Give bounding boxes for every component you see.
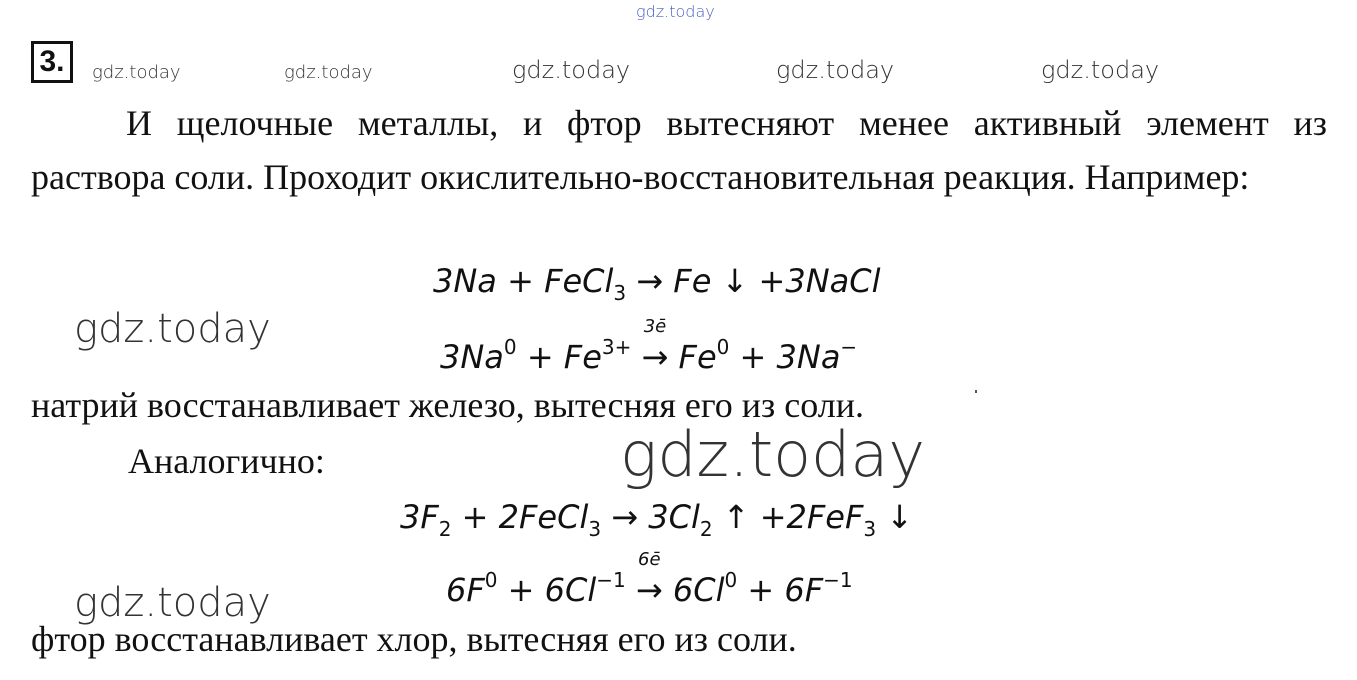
eq-term: + Fe	[516, 338, 602, 376]
eq-superscript: −1	[596, 568, 626, 592]
watermark: gdz.today	[776, 56, 895, 84]
eq-term: Fe	[668, 338, 717, 376]
intro-paragraph	[31, 96, 1327, 204]
equation-f2-fecl3	[400, 498, 913, 541]
watermark: gdz.today	[92, 62, 181, 83]
eq-subscript: 2	[699, 517, 713, 541]
watermark: gdz.today	[1041, 56, 1160, 84]
eq-term: + 6F	[737, 571, 824, 609]
eq-term: 3Na + FeCl	[433, 262, 614, 300]
equation-na-fecl3	[433, 262, 880, 305]
natriy-sentence: натрий восстанавливает железо, вытесняя его из соли.	[31, 385, 864, 425]
watermark: gdz.today	[284, 62, 373, 83]
eq-term: 3Na	[440, 338, 504, 376]
eq-subscript: 3	[588, 517, 602, 541]
eq-term: 6F	[446, 571, 485, 609]
analog-sentence: Аналогично:	[128, 441, 325, 481]
intro-text: И щелочные металлы, и фтор вытесняют менее активный элемент из раствора соли. Проходит окислительно-восстановительная реакция. Например:	[31, 103, 1327, 197]
arrow-icon: →	[641, 338, 669, 376]
watermark-large: gdz.today	[74, 580, 271, 626]
watermark-top: gdz.today	[636, 2, 715, 21]
eq-term: 6Cl	[662, 571, 725, 609]
eq-superscript: −	[840, 335, 858, 359]
eq-superscript: 0	[484, 568, 498, 592]
watermark-large: gdz.today	[74, 306, 271, 352]
eq-term: → 3Cl	[601, 498, 700, 536]
watermark-xlarge: gdz.today	[620, 418, 926, 491]
eq-term: ↑ +2FeF	[712, 498, 864, 536]
eq-superscript: −1	[823, 568, 853, 592]
task-number: 3.	[31, 41, 73, 83]
stray-mark	[975, 390, 977, 393]
eq-subscript: 3	[613, 281, 627, 305]
equation-f-electron-transfer	[446, 549, 853, 609]
electron-arrow	[635, 549, 663, 609]
arrow-icon: →	[635, 571, 663, 609]
eq-superscript: 0	[724, 568, 738, 592]
watermark: gdz.today	[512, 56, 631, 84]
eq-term: → Fe ↓ +3NaCl	[626, 262, 881, 300]
eq-subscript: 2	[438, 517, 452, 541]
ftor-sentence: фтор восстанавливает хлор, вытесняя его из соли.	[31, 619, 797, 659]
electron-arrow	[641, 316, 669, 376]
eq-superscript: 3+	[601, 335, 632, 359]
eq-term: 3F	[400, 498, 439, 536]
eq-superscript: 0	[716, 335, 730, 359]
eq-subscript: 3	[863, 517, 877, 541]
equation-na-electron-transfer	[440, 316, 858, 376]
eq-term: + 3Na	[729, 338, 841, 376]
electron-label: 6ē	[638, 549, 661, 570]
eq-term: ↓	[876, 498, 914, 536]
eq-term: + 2FeCl	[451, 498, 589, 536]
eq-superscript: 0	[503, 335, 517, 359]
electron-label: 3ē	[643, 316, 667, 337]
eq-term: + 6Cl	[497, 571, 597, 609]
